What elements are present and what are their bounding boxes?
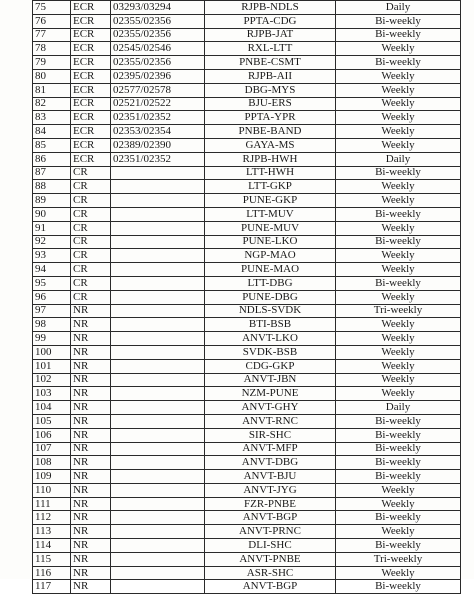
train-number-cell xyxy=(111,166,205,180)
zone-cell: CR xyxy=(71,263,111,277)
frequency-cell: Weekly xyxy=(336,263,461,277)
route-cell: PNBE-CSMT xyxy=(205,56,336,70)
zone-cell: NR xyxy=(71,359,111,373)
route-cell: NDLS-SVDK xyxy=(205,304,336,318)
route-cell: ANVT-GHY xyxy=(205,401,336,415)
frequency-cell: Bi-weekly xyxy=(336,56,461,70)
frequency-cell: Weekly xyxy=(336,97,461,111)
serial-number-cell: 92 xyxy=(33,235,71,249)
serial-number-cell: 93 xyxy=(33,249,71,263)
serial-number-cell: 83 xyxy=(33,111,71,125)
train-number-cell xyxy=(111,180,205,194)
frequency-cell: Bi-weekly xyxy=(336,276,461,290)
serial-number-cell: 82 xyxy=(33,97,71,111)
table-row xyxy=(33,552,461,566)
train-number-cell xyxy=(111,276,205,290)
frequency-cell: Bi-weekly xyxy=(336,442,461,456)
frequency-cell: Weekly xyxy=(336,180,461,194)
table-row xyxy=(33,359,461,373)
table-row xyxy=(33,456,461,470)
serial-number-cell: 78 xyxy=(33,42,71,56)
zone-cell: NR xyxy=(71,387,111,401)
route-cell: NGP-MAO xyxy=(205,249,336,263)
table-body xyxy=(33,1,461,594)
zone-cell: NR xyxy=(71,456,111,470)
table-row xyxy=(33,83,461,97)
zone-cell: ECR xyxy=(71,1,111,15)
frequency-cell: Weekly xyxy=(336,111,461,125)
route-cell: ANVT-JYG xyxy=(205,483,336,497)
table-row xyxy=(33,373,461,387)
train-number-cell xyxy=(111,470,205,484)
train-number-cell: 03293/03294 xyxy=(111,1,205,15)
serial-number-cell: 116 xyxy=(33,566,71,580)
train-number-cell xyxy=(111,304,205,318)
route-cell: RJPB-AII xyxy=(205,69,336,83)
train-number-cell: 02351/02352 xyxy=(111,152,205,166)
zone-cell: NR xyxy=(71,373,111,387)
train-number-cell xyxy=(111,539,205,553)
train-number-cell xyxy=(111,497,205,511)
frequency-cell: Weekly xyxy=(336,249,461,263)
serial-number-cell: 75 xyxy=(33,1,71,15)
train-number-cell xyxy=(111,387,205,401)
table-row xyxy=(33,290,461,304)
serial-number-cell: 88 xyxy=(33,180,71,194)
table-row xyxy=(33,332,461,346)
serial-number-cell: 113 xyxy=(33,525,71,539)
zone-cell: NR xyxy=(71,470,111,484)
table-row xyxy=(33,276,461,290)
frequency-cell: Bi-weekly xyxy=(336,207,461,221)
serial-number-cell: 90 xyxy=(33,207,71,221)
zone-cell: NR xyxy=(71,539,111,553)
zone-cell: NR xyxy=(71,525,111,539)
zone-cell: NR xyxy=(71,442,111,456)
zone-cell: NR xyxy=(71,566,111,580)
table-row xyxy=(33,194,461,208)
serial-number-cell: 100 xyxy=(33,345,71,359)
table-row xyxy=(33,111,461,125)
serial-number-cell: 102 xyxy=(33,373,71,387)
zone-cell: CR xyxy=(71,166,111,180)
serial-number-cell: 99 xyxy=(33,332,71,346)
zone-cell: ECR xyxy=(71,83,111,97)
route-cell: PUNE-DBG xyxy=(205,290,336,304)
route-cell: RJPB-HWH xyxy=(205,152,336,166)
frequency-cell: Weekly xyxy=(336,332,461,346)
frequency-cell: Weekly xyxy=(336,83,461,97)
train-number-cell xyxy=(111,207,205,221)
route-cell: ANVT-PNBE xyxy=(205,552,336,566)
route-cell: LTT-DBG xyxy=(205,276,336,290)
frequency-cell: Bi-weekly xyxy=(336,580,461,594)
route-cell: ANVT-BGP xyxy=(205,511,336,525)
train-number-cell xyxy=(111,235,205,249)
zone-cell: CR xyxy=(71,194,111,208)
serial-number-cell: 106 xyxy=(33,428,71,442)
table-row xyxy=(33,539,461,553)
serial-number-cell: 109 xyxy=(33,470,71,484)
frequency-cell: Weekly xyxy=(336,290,461,304)
route-cell: PUNE-LKO xyxy=(205,235,336,249)
route-cell: GAYA-MS xyxy=(205,138,336,152)
route-cell: PUNE-GKP xyxy=(205,194,336,208)
table-row xyxy=(33,263,461,277)
serial-number-cell: 80 xyxy=(33,69,71,83)
zone-cell: NR xyxy=(71,428,111,442)
frequency-cell: Weekly xyxy=(336,42,461,56)
zone-cell: CR xyxy=(71,207,111,221)
route-cell: ANVT-RNC xyxy=(205,414,336,428)
table-row xyxy=(33,318,461,332)
frequency-cell: Weekly xyxy=(336,359,461,373)
train-number-cell: 02389/02390 xyxy=(111,138,205,152)
route-cell: DLI-SHC xyxy=(205,539,336,553)
zone-cell: ECR xyxy=(71,14,111,28)
frequency-cell: Weekly xyxy=(336,373,461,387)
serial-number-cell: 76 xyxy=(33,14,71,28)
zone-cell: CR xyxy=(71,276,111,290)
table-row xyxy=(33,428,461,442)
serial-number-cell: 98 xyxy=(33,318,71,332)
serial-number-cell: 86 xyxy=(33,152,71,166)
train-number-cell xyxy=(111,332,205,346)
table-row xyxy=(33,207,461,221)
serial-number-cell: 110 xyxy=(33,483,71,497)
serial-number-cell: 91 xyxy=(33,221,71,235)
frequency-cell: Weekly xyxy=(336,525,461,539)
train-number-cell: 02351/02352 xyxy=(111,111,205,125)
train-number-cell: 02355/02356 xyxy=(111,56,205,70)
route-cell: PPTA-YPR xyxy=(205,111,336,125)
table-row xyxy=(33,97,461,111)
route-cell: ANVT-PRNC xyxy=(205,525,336,539)
train-number-cell: 02545/02546 xyxy=(111,42,205,56)
train-number-cell xyxy=(111,318,205,332)
route-cell: ANVT-MFP xyxy=(205,442,336,456)
frequency-cell: Tri-weekly xyxy=(336,552,461,566)
serial-number-cell: 108 xyxy=(33,456,71,470)
table-row xyxy=(33,1,461,15)
table-row xyxy=(33,414,461,428)
route-cell: ANVT-BGP xyxy=(205,580,336,594)
serial-number-cell: 94 xyxy=(33,263,71,277)
route-cell: ANVT-DBG xyxy=(205,456,336,470)
table-row xyxy=(33,56,461,70)
route-cell: LTT-HWH xyxy=(205,166,336,180)
zone-cell: NR xyxy=(71,304,111,318)
frequency-cell: Bi-weekly xyxy=(336,470,461,484)
train-number-cell xyxy=(111,194,205,208)
frequency-cell: Bi-weekly xyxy=(336,456,461,470)
table-row xyxy=(33,497,461,511)
route-cell: RJPB-JAT xyxy=(205,28,336,42)
zone-cell: NR xyxy=(71,497,111,511)
frequency-cell: Bi-weekly xyxy=(336,14,461,28)
table-row xyxy=(33,28,461,42)
train-number-cell: 02355/02356 xyxy=(111,28,205,42)
table-row xyxy=(33,387,461,401)
zone-cell: ECR xyxy=(71,152,111,166)
table-row xyxy=(33,69,461,83)
zone-cell: NR xyxy=(71,345,111,359)
train-number-cell xyxy=(111,249,205,263)
zone-cell: ECR xyxy=(71,111,111,125)
table-row xyxy=(33,249,461,263)
train-number-cell: 02521/02522 xyxy=(111,97,205,111)
frequency-cell: Bi-weekly xyxy=(336,235,461,249)
train-number-cell xyxy=(111,580,205,594)
serial-number-cell: 117 xyxy=(33,580,71,594)
serial-number-cell: 112 xyxy=(33,511,71,525)
train-number-cell xyxy=(111,290,205,304)
route-cell: SIR-SHC xyxy=(205,428,336,442)
zone-cell: CR xyxy=(71,180,111,194)
frequency-cell: Weekly xyxy=(336,566,461,580)
route-cell: FZR-PNBE xyxy=(205,497,336,511)
table-row xyxy=(33,345,461,359)
route-cell: ASR-SHC xyxy=(205,566,336,580)
frequency-cell: Daily xyxy=(336,1,461,15)
frequency-cell: Weekly xyxy=(336,345,461,359)
route-cell: PUNE-MUV xyxy=(205,221,336,235)
train-number-cell xyxy=(111,428,205,442)
serial-number-cell: 96 xyxy=(33,290,71,304)
serial-number-cell: 105 xyxy=(33,414,71,428)
table-row xyxy=(33,525,461,539)
table-row xyxy=(33,470,461,484)
table-row xyxy=(33,401,461,415)
train-number-cell xyxy=(111,456,205,470)
train-number-cell xyxy=(111,483,205,497)
route-cell: PPTA-CDG xyxy=(205,14,336,28)
route-cell: ANVT-LKO xyxy=(205,332,336,346)
table-row xyxy=(33,442,461,456)
train-number-cell xyxy=(111,566,205,580)
train-number-cell xyxy=(111,401,205,415)
serial-number-cell: 115 xyxy=(33,552,71,566)
zone-cell: ECR xyxy=(71,56,111,70)
table-row xyxy=(33,580,461,594)
serial-number-cell: 87 xyxy=(33,166,71,180)
zone-cell: ECR xyxy=(71,97,111,111)
train-number-cell xyxy=(111,442,205,456)
frequency-cell: Bi-weekly xyxy=(336,166,461,180)
table-row xyxy=(33,566,461,580)
route-cell: RJPB-NDLS xyxy=(205,1,336,15)
zone-cell: NR xyxy=(71,318,111,332)
table-row xyxy=(33,14,461,28)
route-cell: BJU-ERS xyxy=(205,97,336,111)
frequency-cell: Bi-weekly xyxy=(336,539,461,553)
table-row xyxy=(33,483,461,497)
serial-number-cell: 79 xyxy=(33,56,71,70)
frequency-cell: Weekly xyxy=(336,138,461,152)
train-number-cell xyxy=(111,373,205,387)
route-cell: ANVT-BJU xyxy=(205,470,336,484)
route-cell: DBG-MYS xyxy=(205,83,336,97)
frequency-cell: Weekly xyxy=(336,483,461,497)
train-number-cell xyxy=(111,263,205,277)
table-row xyxy=(33,511,461,525)
table-row xyxy=(33,42,461,56)
frequency-cell: Weekly xyxy=(336,387,461,401)
route-cell: RXL-LTT xyxy=(205,42,336,56)
special-trains-table xyxy=(32,0,461,594)
frequency-cell: Bi-weekly xyxy=(336,511,461,525)
route-cell: PUNE-MAO xyxy=(205,263,336,277)
train-number-cell xyxy=(111,414,205,428)
zone-cell: CR xyxy=(71,221,111,235)
train-number-cell: 02355/02356 xyxy=(111,14,205,28)
frequency-cell: Bi-weekly xyxy=(336,428,461,442)
route-cell: LTT-MUV xyxy=(205,207,336,221)
zone-cell: NR xyxy=(71,401,111,415)
frequency-cell: Bi-weekly xyxy=(336,28,461,42)
zone-cell: ECR xyxy=(71,28,111,42)
train-number-cell: 02395/02396 xyxy=(111,69,205,83)
serial-number-cell: 103 xyxy=(33,387,71,401)
table-row xyxy=(33,304,461,318)
frequency-cell: Weekly xyxy=(336,125,461,139)
serial-number-cell: 81 xyxy=(33,83,71,97)
serial-number-cell: 89 xyxy=(33,194,71,208)
route-cell: PNBE-BAND xyxy=(205,125,336,139)
frequency-cell: Weekly xyxy=(336,221,461,235)
zone-cell: NR xyxy=(71,483,111,497)
table-row xyxy=(33,166,461,180)
frequency-cell: Weekly xyxy=(336,69,461,83)
frequency-cell: Weekly xyxy=(336,318,461,332)
serial-number-cell: 107 xyxy=(33,442,71,456)
zone-cell: CR xyxy=(71,290,111,304)
serial-number-cell: 104 xyxy=(33,401,71,415)
serial-number-cell: 95 xyxy=(33,276,71,290)
train-number-cell xyxy=(111,345,205,359)
route-cell: BTI-BSB xyxy=(205,318,336,332)
table-row xyxy=(33,221,461,235)
serial-number-cell: 101 xyxy=(33,359,71,373)
zone-cell: ECR xyxy=(71,69,111,83)
train-number-cell xyxy=(111,511,205,525)
route-cell: CDG-GKP xyxy=(205,359,336,373)
zone-cell: ECR xyxy=(71,138,111,152)
route-cell: SVDK-BSB xyxy=(205,345,336,359)
zone-cell: NR xyxy=(71,552,111,566)
frequency-cell: Daily xyxy=(336,401,461,415)
zone-cell: ECR xyxy=(71,42,111,56)
frequency-cell: Daily xyxy=(336,152,461,166)
table-row xyxy=(33,138,461,152)
route-cell: LTT-GKP xyxy=(205,180,336,194)
route-cell: ANVT-JBN xyxy=(205,373,336,387)
zone-cell: CR xyxy=(71,235,111,249)
table-row xyxy=(33,152,461,166)
table-row xyxy=(33,235,461,249)
zone-cell: CR xyxy=(71,249,111,263)
table-row xyxy=(33,125,461,139)
serial-number-cell: 97 xyxy=(33,304,71,318)
frequency-cell: Bi-weekly xyxy=(336,414,461,428)
train-number-cell: 02577/02578 xyxy=(111,83,205,97)
train-number-cell xyxy=(111,525,205,539)
zone-cell: NR xyxy=(71,580,111,594)
serial-number-cell: 85 xyxy=(33,138,71,152)
zone-cell: ECR xyxy=(71,125,111,139)
frequency-cell: Tri-weekly xyxy=(336,304,461,318)
train-number-cell xyxy=(111,359,205,373)
frequency-cell: Weekly xyxy=(336,194,461,208)
serial-number-cell: 114 xyxy=(33,539,71,553)
zone-cell: NR xyxy=(71,332,111,346)
frequency-cell: Weekly xyxy=(336,497,461,511)
route-cell: NZM-PUNE xyxy=(205,387,336,401)
zone-cell: NR xyxy=(71,414,111,428)
serial-number-cell: 77 xyxy=(33,28,71,42)
train-number-cell xyxy=(111,221,205,235)
serial-number-cell: 111 xyxy=(33,497,71,511)
zone-cell: NR xyxy=(71,511,111,525)
table-row xyxy=(33,180,461,194)
serial-number-cell: 84 xyxy=(33,125,71,139)
train-number-cell xyxy=(111,552,205,566)
train-number-cell: 02353/02354 xyxy=(111,125,205,139)
